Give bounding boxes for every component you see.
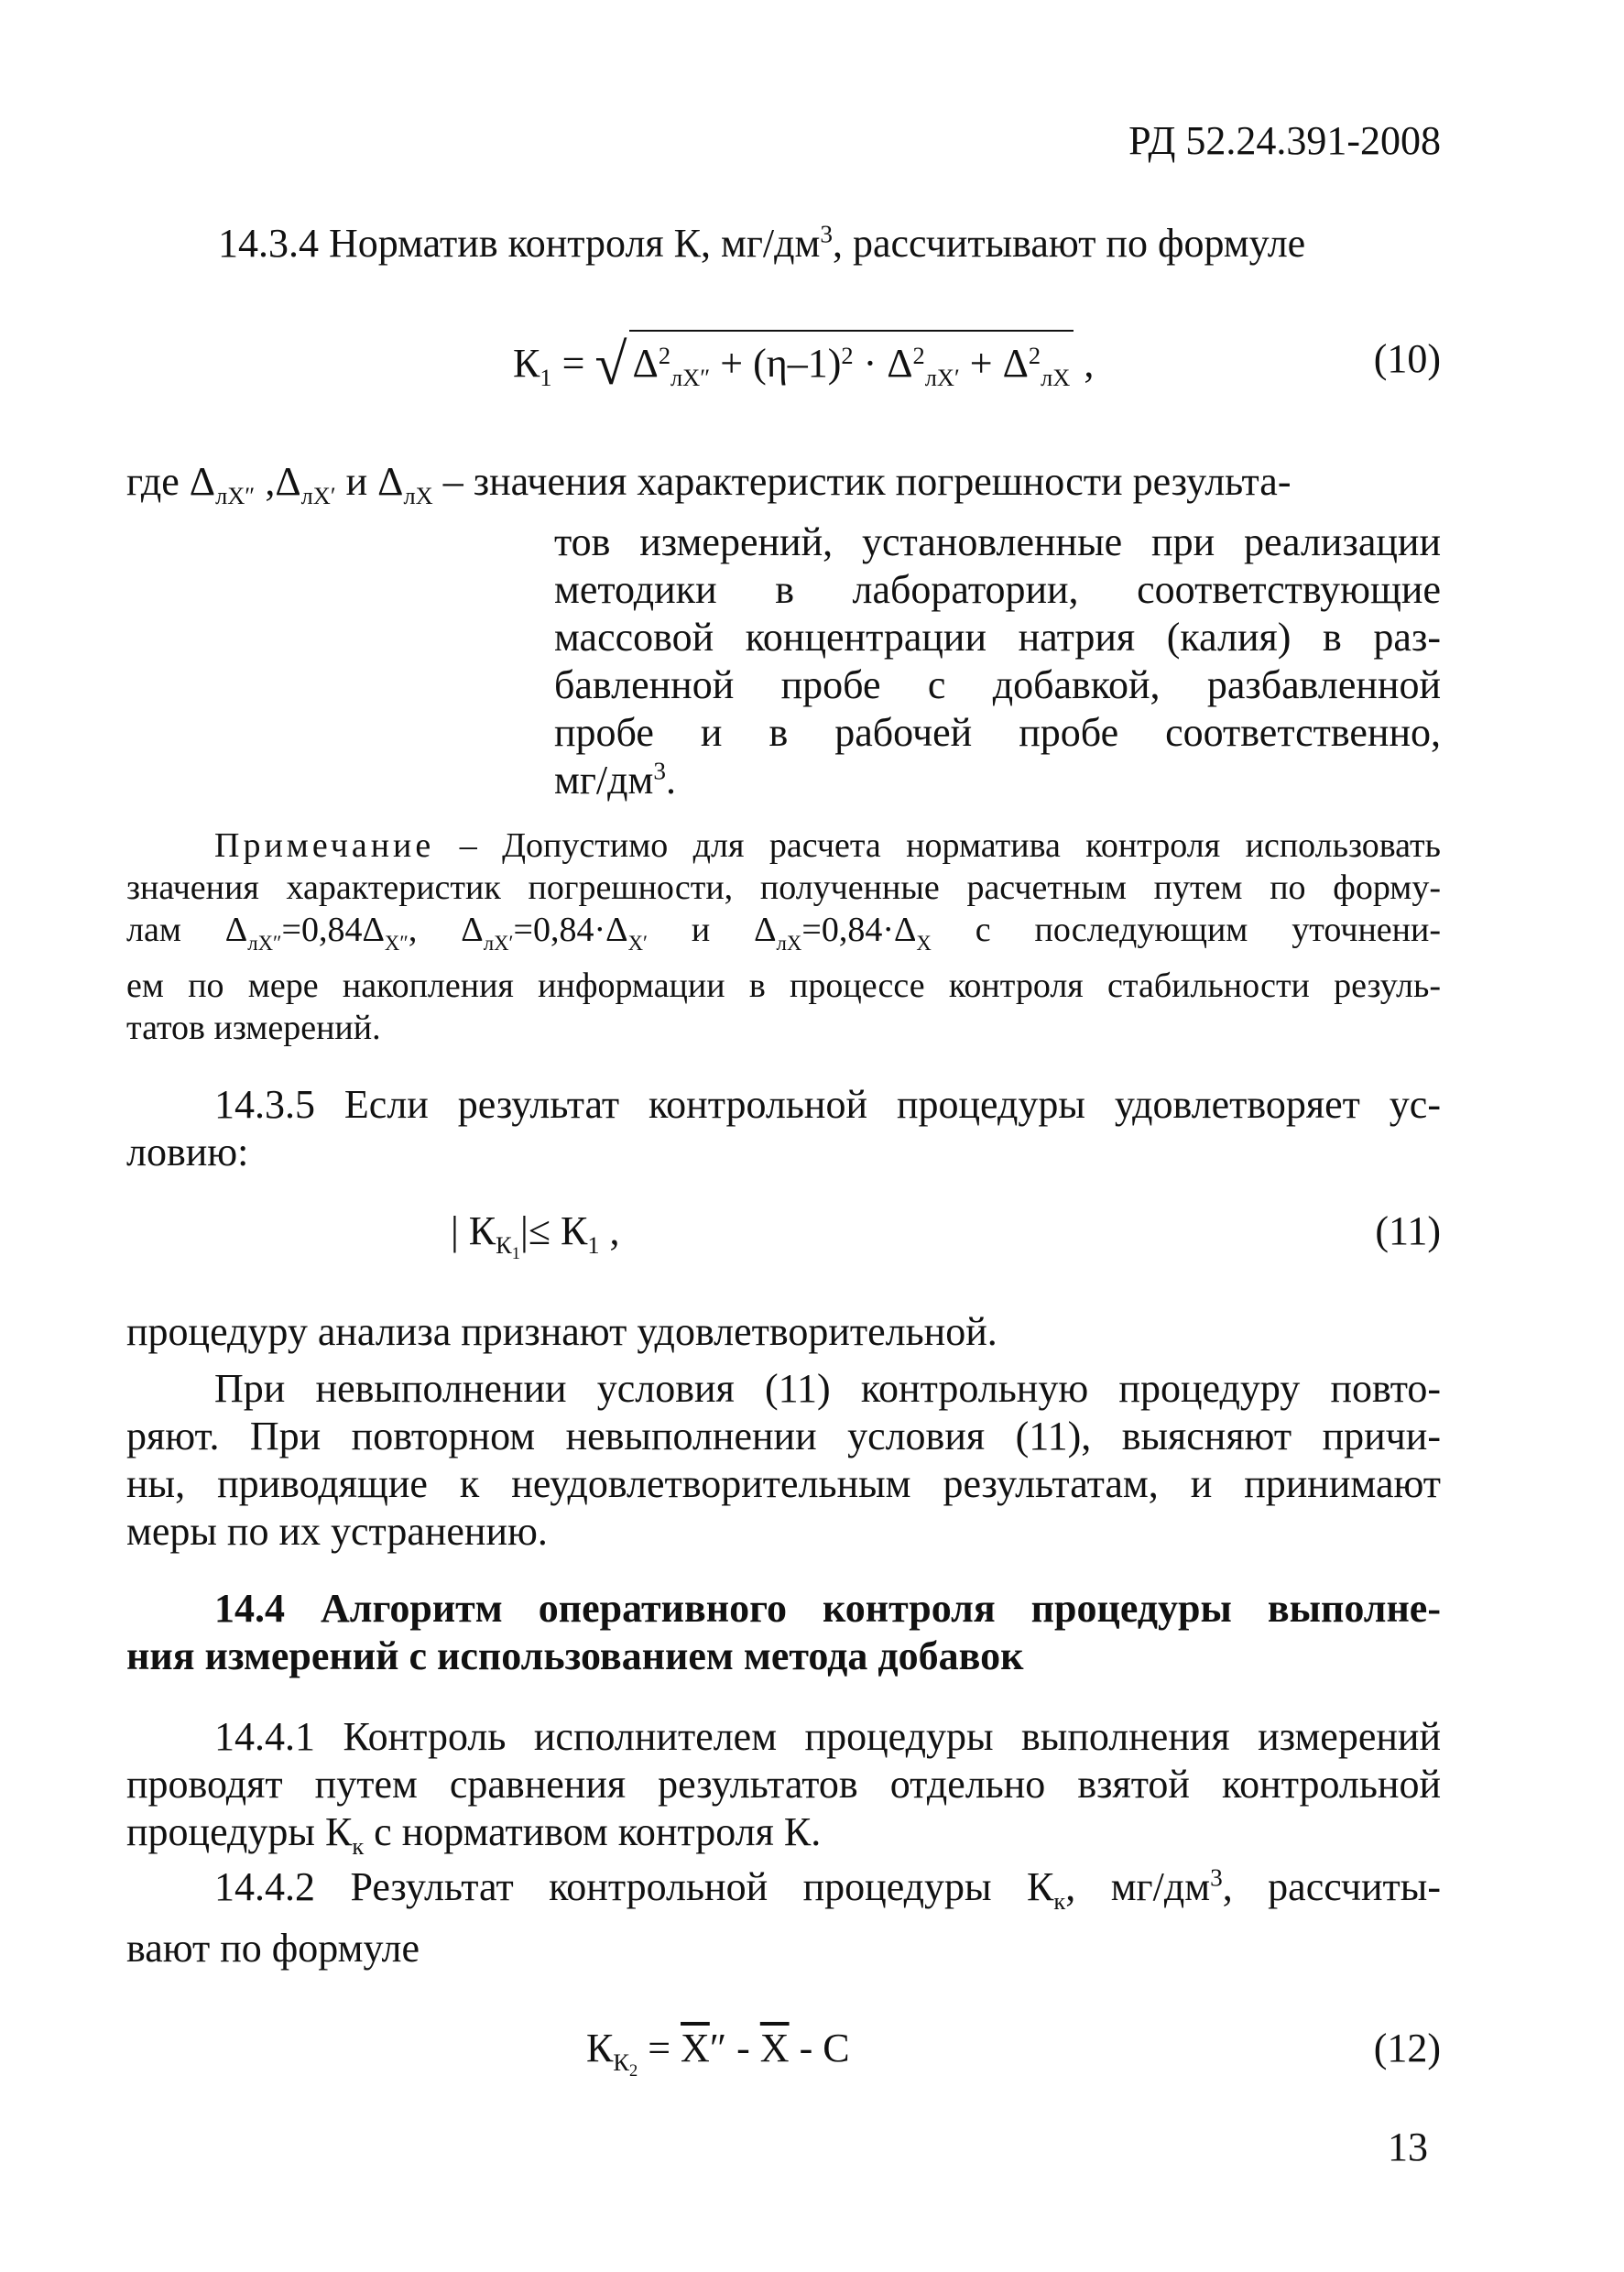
p1442-line-1c: , рассчиты- (1222, 1864, 1441, 1909)
f10-dot: · (853, 341, 888, 386)
note-line-5: татов измерений. (126, 1009, 381, 1047)
where-line-6 (554, 757, 1441, 804)
f10-comma: , (1074, 341, 1095, 386)
note-l3-delta-1: Δ (224, 911, 248, 949)
pfail-line-4: меры по их устранению. (126, 1509, 548, 1554)
f12-eq: = (638, 2026, 681, 2070)
paragraph-14-4-2 (126, 1863, 1441, 1972)
note-l3-h: с последующим уточнени- (931, 911, 1441, 949)
f11-rest: |≤ К (520, 1208, 588, 1253)
note-l3-delta-4: Δ (605, 911, 628, 949)
p1441-line-3 (126, 1808, 1441, 1870)
f12-sub-2: 2 (628, 2061, 638, 2080)
p1442-line-1b: , мг/дм (1065, 1864, 1211, 1909)
f10-plus-1: + (η–1) (710, 341, 842, 386)
note-l3-b: =0,84 (281, 911, 363, 949)
f11-sub-k: К (496, 1231, 512, 1259)
pfail-line-1: При невыполнении условия (11) контрольную процедуру повто- (214, 1366, 1441, 1411)
note-line-1-text: – Допустимо для расчета норматива контроля использовать (434, 826, 1441, 865)
where-delta-3: Δ (377, 459, 404, 504)
where-line-3: массовой концентрации натрия (калия) в раз- (554, 615, 1441, 660)
where-first-line (126, 458, 1441, 519)
f10-lhs-sub: 1 (540, 364, 552, 391)
formula-12-number: (12) (1373, 2026, 1441, 2070)
p1442-line-2: вают по формуле (126, 1926, 420, 1971)
where-line-6b: . (666, 758, 676, 803)
f11-sub (496, 1231, 520, 1262)
f10-sub-3: лХ (1041, 364, 1071, 391)
p1441-line-1: 14.4.1 Контроль исполнителем процедуры выполнения измерений (214, 1714, 1441, 1759)
heading-14-4-line-1: 14.4 Алгоритм оперативного контроля процедуры выполне- (214, 1586, 1441, 1631)
f12-x1: $\overline{X}$ (681, 2026, 710, 2070)
note-l3-a: лам (126, 911, 225, 949)
f12-minus-2: - С (789, 2026, 850, 2070)
f10-delta-1: Δ (632, 341, 659, 386)
f12-x1-mark: ″ (709, 2026, 727, 2070)
p1442-line-1-sub: к (1053, 1887, 1066, 1915)
f11-bar: | К (451, 1208, 496, 1253)
note-l3-delta-2: Δ (362, 911, 385, 949)
note-l3-sub-5: лХ (776, 932, 802, 955)
f12-x2: $\overline{X}$ (759, 2026, 790, 2070)
paragraph-failure (126, 1365, 1441, 1556)
note-l3-delta-5: Δ (754, 911, 777, 949)
where-line-5: пробе и в рабочей пробе соответственно, (554, 710, 1441, 755)
f10-eq: = (551, 341, 595, 386)
where-line-2: методики в лаборатории, соответствующие (554, 567, 1441, 612)
where-sub-2: лХ′ (300, 482, 336, 509)
note-l3-e: =0,84· (513, 911, 606, 949)
f10-sub-1: лХ″ (670, 364, 711, 391)
p1441-line-3b: с нормативом контроля К. (364, 1809, 822, 1854)
f10-sq-1: 2 (658, 342, 671, 369)
paragraph-14-3-4 (218, 220, 1305, 268)
f12-minus-1: - (726, 2026, 760, 2070)
p1442-line-1-sup: 3 (1210, 1863, 1223, 1892)
f10-lhs: К (513, 341, 540, 386)
where-line-1: тов измерений, установленные при реализации (554, 519, 1441, 564)
p1435-line-1: 14.3.5 Если результат контрольной процедуры удовлетворяет ус- (214, 1082, 1441, 1127)
f10-plus-2: + (959, 341, 1003, 386)
page-number: 13 (1388, 2125, 1428, 2169)
pfail-line-3: ны, приводящие к неудовлетворительным результатам, и принимают (126, 1461, 1441, 1506)
paragraph-14-4-1 (126, 1713, 1441, 1870)
note-l3-sub-3: лХ′ (483, 932, 514, 955)
p1434-text-b: , рассчитывают по формуле (833, 221, 1306, 266)
formula-10-number: (10) (1373, 336, 1441, 381)
where-line-6a: мг/дм (554, 758, 654, 803)
f11-rest-sub: 1 (587, 1231, 600, 1259)
f10-radicand (629, 330, 1074, 401)
note-l3-f: и (648, 911, 755, 949)
where-line-4: бавленной пробе с добавкой, разбавленной (554, 662, 1441, 707)
note-line-4: ем по мере накопления информации в процессе контроля стабильности резуль- (126, 967, 1441, 1005)
f12-sub (613, 2048, 638, 2080)
f10-delta-2: Δ (887, 341, 913, 386)
where-sub-1: лХ″ (215, 482, 256, 509)
where-dash-text: – значения характеристик погрешности результа- (432, 459, 1292, 504)
document-code: РД 52.24.391-2008 (1128, 118, 1441, 163)
p1441-line-3a: процедуры К (126, 1809, 353, 1854)
f11-comma: , (599, 1208, 620, 1253)
note-line-3 (126, 909, 1441, 965)
note-line-1 (126, 825, 1441, 867)
where-line-6-sup: 3 (653, 757, 666, 785)
formula-12 (586, 2025, 850, 2094)
note-l3-delta-3: Δ (461, 911, 484, 949)
p1442-line-1a: 14.4.2 Результат контрольной процедуры К (214, 1864, 1054, 1909)
p1434-text-a: 14.3.4 Норматив контроля К, мг/дм (218, 221, 821, 266)
pfail-line-2: ряют. При повторном невыполнении условия (11), выясняют причи- (126, 1414, 1441, 1458)
note-label: Примечание (214, 826, 435, 865)
paragraph-14-3-5 (126, 1081, 1441, 1176)
p1435-line-2: ловию: (126, 1130, 249, 1174)
note-l3-sub-4: Х′ (627, 932, 649, 955)
p1441-line-3-sub: к (352, 1832, 365, 1860)
formula-11-number: (11) (1375, 1208, 1441, 1253)
note-l3-g: =0,84· (801, 911, 894, 949)
where-prefix: где (126, 459, 190, 504)
where-delta-2: Δ (275, 459, 301, 504)
formula-10 (513, 330, 1094, 401)
where-and: и (335, 459, 378, 504)
formula-11 (451, 1207, 620, 1277)
f11-sub-1: 1 (511, 1244, 520, 1262)
where-block (554, 519, 1441, 804)
f10-delta-3: Δ (1002, 341, 1029, 386)
f10-sub-2: лХ′ (924, 364, 960, 391)
p1441-line-2: проводят путем сравнения результатов отдельно взятой контрольной (126, 1762, 1441, 1807)
where-sep: , (255, 459, 276, 504)
paragraph-after-11: процедуру анализа признают удовлетворительной. (126, 1309, 997, 1354)
note-l3-sub-1: лХ″ (247, 932, 282, 955)
note-block (126, 825, 1441, 1049)
heading-14-4 (126, 1585, 1441, 1680)
where-sub-3: лХ (403, 482, 433, 509)
where-delta-1: Δ (189, 459, 216, 504)
note-l3-sub-2: Х″ (384, 932, 409, 955)
note-l3-delta-6: Δ (893, 911, 917, 949)
f12-lhs: К (586, 2026, 614, 2070)
note-l3-c: , (408, 911, 462, 949)
f10-sq-3: 2 (1028, 342, 1041, 369)
note-line-2: значения характеристик погрешности, полученные расчетным путем по форму- (126, 868, 1441, 907)
p1434-sup: 3 (820, 220, 833, 248)
f10-sq-2: 2 (912, 342, 925, 369)
sqrt-icon: √ (594, 332, 627, 397)
heading-14-4-line-2: ния измерений с использованием метода добавок (126, 1633, 1024, 1678)
note-l3-sub-6: Х (916, 932, 932, 955)
p1442-line-1 (126, 1863, 1441, 1925)
f12-sub-k: К (613, 2048, 629, 2076)
f10-pow: 2 (841, 342, 854, 369)
